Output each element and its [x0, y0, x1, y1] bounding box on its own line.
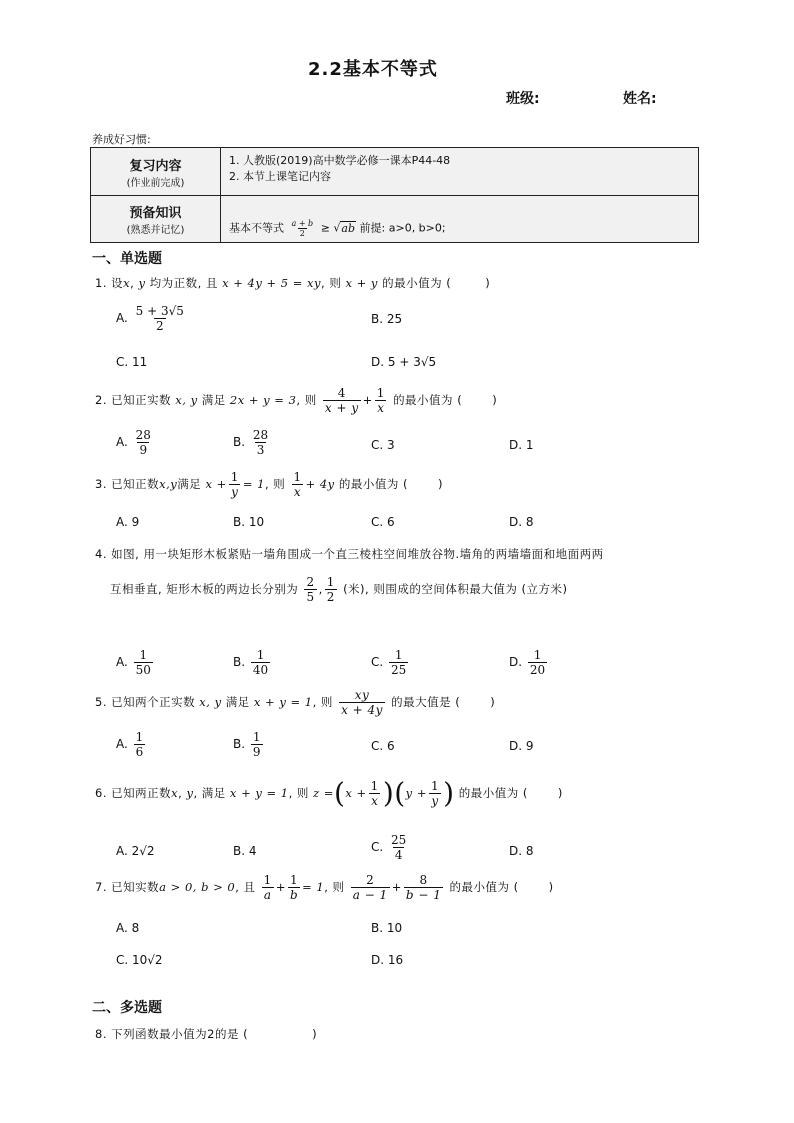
q1-option-b[interactable]: B. 25: [371, 312, 403, 326]
q-var: y: [138, 276, 146, 290]
q5-option-a[interactable]: A. $\frac{1}{6}$: [116, 730, 144, 759]
prep-frac-num: a + b: [291, 219, 314, 228]
question-8: 8. 下列函数最小值为2的是 ( ): [95, 1027, 318, 1041]
page-title: 2.2基本不等式: [308, 59, 438, 80]
q-expr: x + y: [345, 276, 378, 290]
q6-option-d[interactable]: D. 8: [509, 844, 534, 858]
prep-head-cell: [91, 196, 221, 243]
review-table: [90, 147, 699, 243]
q-text: ,: [130, 276, 139, 290]
prep-prefix: 基本不等式: [229, 221, 284, 235]
q7-option-d[interactable]: D. 16: [371, 953, 404, 967]
q-eq: x + 4y + 5 = xy: [222, 276, 322, 290]
q4-option-c[interactable]: C. $\frac{1}{25}$: [371, 648, 407, 677]
review-content-cell: [221, 148, 699, 196]
sqrt-icon: √: [333, 221, 341, 235]
section-multi-choice: 二、多选题: [92, 1000, 162, 1016]
q3-option-a[interactable]: A. 9: [116, 515, 140, 529]
q3-option-c[interactable]: C. 6: [371, 515, 395, 529]
question-2: 2. 已知正实数 x, y 满足 2x + y = 3, 则 $\frac{4}{x + y}$ + $\frac{1}{x}$ 的最小值为 ( ): [95, 386, 498, 415]
q7-option-b[interactable]: B. 10: [371, 921, 403, 935]
q7-option-a[interactable]: A. 8: [116, 921, 140, 935]
review-head-cell: [91, 148, 221, 196]
q-text: 设: [111, 276, 124, 290]
q5-option-b[interactable]: B. $\frac{1}{9}$: [233, 730, 261, 759]
prep-head: 预备知识: [129, 206, 182, 221]
class-label: 班级:: [506, 91, 540, 107]
question-7: 7. 已知实数a > 0, b > 0, 且 $\frac{1}{a}$ + $\frac{1}{b}$ = 1, 则 $\frac{2}{a - 1}$ + $\frac{8}{b - 1}$ 的最小值为 ( ): [95, 873, 554, 902]
review-sub: (作业前完成): [126, 177, 185, 189]
question-4-line-2: 互相垂直, 矩形木板的两边长分别为 $\frac{2}{5}$ , $\frac{1}{2}$ (米), 则围成的空间体积最大值为 (立方米): [110, 575, 568, 604]
q2-option-c[interactable]: C. 3: [371, 438, 395, 452]
q2-option-a[interactable]: A. $\frac{28}{9}$: [116, 428, 151, 457]
q2-option-d[interactable]: D. 1: [509, 438, 534, 452]
q4-option-b[interactable]: B. $\frac{1}{40}$: [233, 648, 269, 677]
q-text: 的最小值为 (: [377, 276, 452, 290]
prep-suffix: 前提: a>0, b>0;: [359, 221, 446, 235]
review-head: 复习内容: [129, 158, 182, 174]
q1-option-a[interactable]: A. $\frac{5 + 3√5}{2}$: [116, 304, 184, 333]
prep-content-cell: [221, 196, 699, 243]
prep-sub: (熟悉并记忆): [126, 225, 185, 236]
question-1: [95, 275, 490, 291]
q7-option-c[interactable]: C. 10√2: [116, 953, 163, 967]
q4-option-d[interactable]: D. $\frac{1}{20}$: [509, 648, 546, 677]
review-line-1: 1. 人教版(2019)高中数学必修一课本P44-48: [229, 154, 451, 167]
name-label: 姓名:: [623, 91, 657, 107]
q6-option-b[interactable]: B. 4: [233, 844, 257, 858]
q-text: 均为正数, 且: [145, 276, 223, 290]
q2-option-b[interactable]: B. $\frac{28}{3}$: [233, 428, 269, 457]
question-5: 5. 已知两个正实数 x, y 满足 x + y = 1, 则 $\frac{xy}{x + 4y}$ 的最大值是 ( ): [95, 688, 496, 717]
prep-frac-den: 2: [299, 229, 305, 238]
q1-option-c[interactable]: C. 11: [116, 355, 148, 369]
q1-option-d[interactable]: D. 5 + 3√5: [371, 355, 437, 369]
habits-label: 养成好习惯:: [92, 133, 151, 146]
q5-option-d[interactable]: D. 9: [509, 739, 534, 753]
q3-option-b[interactable]: B. 10: [233, 515, 265, 529]
q-text: , 则: [321, 276, 346, 290]
question-6: 6. 已知两正数x, y, 满足 x + y = 1, 则 z =(x + $\frac{1}{x}$ )(y + $\frac{1}{y}$ ) 的最小值为 ( ): [95, 776, 563, 810]
question-3: 3. 已知正数x,y满足 x + $\frac{1}{y}$ = 1, 则 $\frac{1}{x}$ + 4y 的最小值为 ( ): [95, 470, 443, 499]
prep-ge: ≥: [320, 221, 330, 235]
table-row: [91, 196, 699, 243]
q-close: ): [485, 276, 491, 290]
q4-option-a[interactable]: A. $\frac{1}{50}$: [116, 648, 151, 677]
section-single-choice: 一、单选题: [92, 251, 162, 267]
table-row: [91, 148, 699, 196]
q6-option-a[interactable]: A. 2√2: [116, 844, 155, 858]
review-line-2: 2. 本节上课笔记内容: [229, 170, 331, 183]
prep-sqrt-body: ab: [341, 221, 356, 235]
q-num: 1.: [95, 276, 107, 290]
q3-option-d[interactable]: D. 8: [509, 515, 534, 529]
q-var: x: [123, 276, 131, 290]
q5-option-c[interactable]: C. 6: [371, 739, 395, 753]
question-4-line-1: 4. 如图, 用一块矩形木板紧贴一墙角围成一个直三棱柱空间堆放谷物.墙角的两墙墙面和地面两两: [95, 547, 604, 561]
q6-option-c[interactable]: C. $\frac{25}{4}$: [371, 833, 407, 862]
